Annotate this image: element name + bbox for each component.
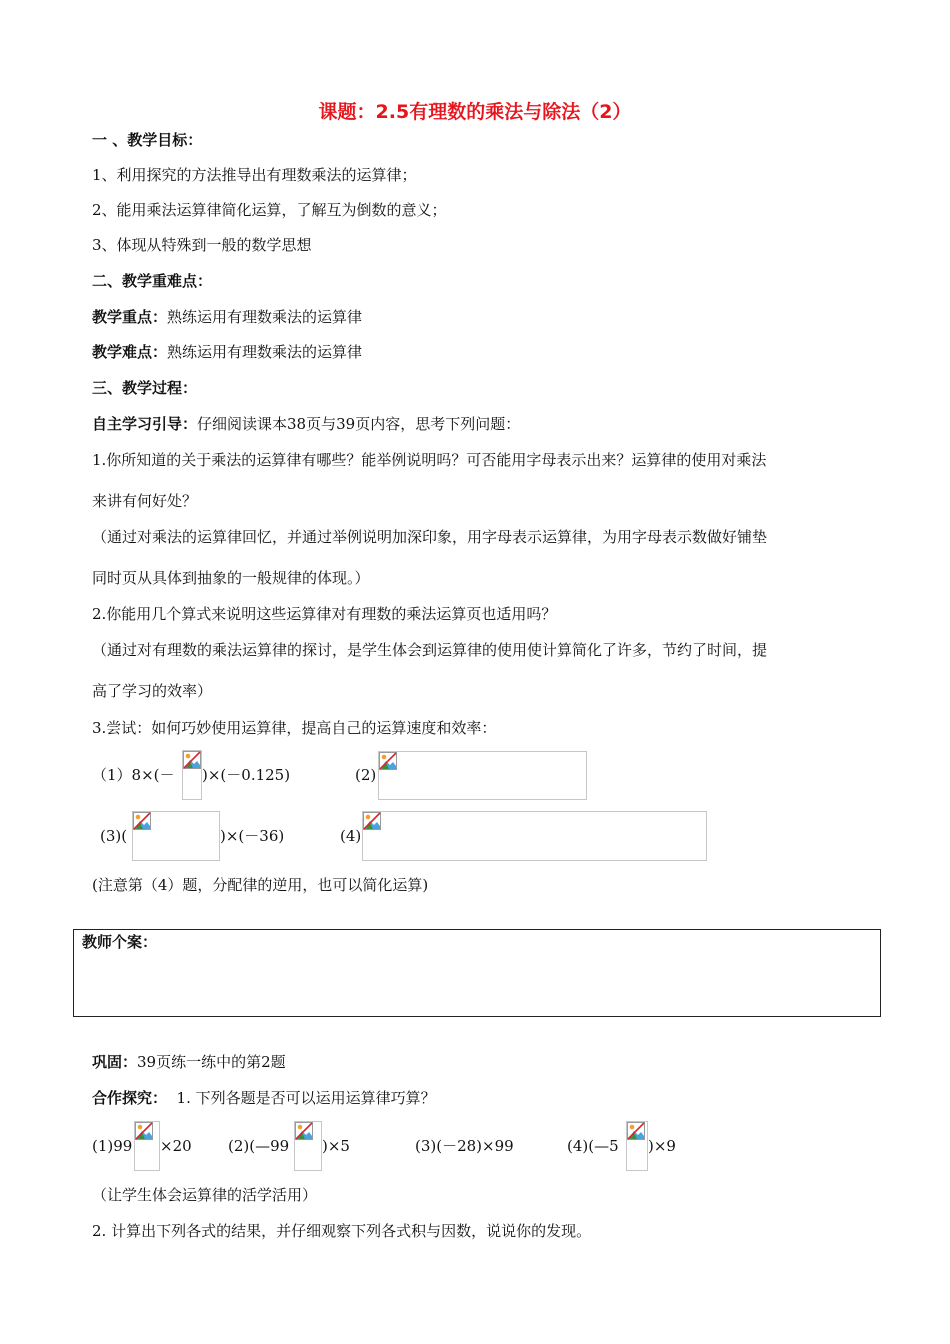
cooperate [92, 1088, 436, 1108]
question-1-line-1: 1.你所知道的关于乘法的运算律有哪些？能举例说明吗？可否能用字母表示出来？运算律的使用对乘法 [92, 451, 767, 469]
key-point-text: 熟练运用有理数乘法的运算律 [167, 308, 363, 326]
question-2: 2.你能用几个算式来说明这些运算律对有理数的乘法运算页也适用吗？ [92, 605, 557, 623]
question-1-note-line-2: 同时页从具体到抽象的一般规律的体现。） [92, 569, 370, 587]
formula-image [294, 1121, 322, 1171]
exercise-3-suffix: )×(－36) [220, 827, 285, 845]
difficulty-label: 教学难点： [92, 343, 168, 361]
cooperate-label: 合作探究： [92, 1089, 168, 1107]
objectives-heading: 一 、教学目标： [92, 131, 203, 149]
page-title: 课题：2.5有理数的乘法与除法（2） [318, 101, 632, 123]
self-study-text: 仔细阅读课本38页与39页内容，思考下列问题： [197, 415, 521, 433]
broken-image-icon [627, 1122, 645, 1140]
coop-exercise-2-prefix: (2)(—99 [228, 1137, 290, 1155]
key-point [92, 307, 362, 327]
consolidate-label: 巩固： [92, 1053, 138, 1071]
objective-item: 2、能用乘法运算律简化运算，了解互为倒数的意义； [92, 201, 447, 219]
question-2-note-line-2: 高了学习的效率） [92, 682, 213, 700]
question-3: 3.尝试：如何巧妙使用运算律，提高自己的运算速度和效率： [92, 719, 497, 737]
key-heading: 二、教学重难点： [92, 272, 213, 290]
cooperate-text: 1. 下列各题是否可以运用运算律巧算？ [167, 1089, 436, 1107]
formula-image [378, 751, 587, 800]
coop-exercise-1-suffix: ×20 [160, 1137, 192, 1155]
difficulty-point [92, 342, 362, 362]
self-study [92, 414, 520, 434]
consolidate-text: 39页练一练中的第2题 [137, 1053, 286, 1071]
formula-image [626, 1121, 648, 1171]
broken-image-icon [133, 812, 151, 830]
broken-image-icon [135, 1122, 153, 1140]
teacher-notes-label: 教师个案： [82, 933, 158, 951]
teacher-notes-box [73, 929, 881, 1017]
exercise-1-suffix: )×(－0.125) [202, 766, 291, 784]
formula-image [132, 811, 220, 861]
exercise-4-prefix: (4) [340, 827, 362, 845]
key-point-label: 教学重点： [92, 308, 168, 326]
difficulty-text: 熟练运用有理数乘法的运算律 [167, 343, 363, 361]
question-1-note-line-1: （通过对乘法的运算律回忆，并通过举例说明加深印象，用字母表示运算律，为用字母表示数做好铺垫 [92, 528, 768, 546]
coop-exercise-1-prefix: (1)99 [92, 1137, 133, 1155]
coop-exercise-2-suffix: )×5 [322, 1137, 350, 1155]
broken-image-icon [379, 752, 397, 770]
exercise-2-prefix: (2) [355, 766, 377, 784]
exercise-1-prefix: （1）8×(－ [92, 766, 175, 784]
coop-exercise-4-suffix: )×9 [648, 1137, 676, 1155]
cooperate-question-2: 2. 计算出下列各式的结果，并仔细观察下列各式积与因数，说说你的发现。 [92, 1222, 592, 1240]
broken-image-icon [295, 1122, 313, 1140]
cooperate-note: （让学生体会运算律的活学活用） [92, 1186, 318, 1204]
objective-item: 1、利用探究的方法推导出有理数乘法的运算律； [92, 166, 417, 184]
coop-exercise-4-prefix: (4)(—5 [567, 1137, 619, 1155]
formula-image [362, 811, 707, 861]
process-heading: 三、教学过程： [92, 379, 198, 397]
formula-image [182, 750, 202, 800]
question-2-note-line-1: （通过对有理数的乘法运算律的探讨，是学生体会到运算律的使用使计算简化了许多，节约了时间，提 [92, 641, 768, 659]
broken-image-icon [183, 751, 201, 769]
broken-image-icon [363, 812, 381, 830]
question-1-line-2: 来讲有何好处？ [92, 492, 198, 510]
consolidate [92, 1052, 286, 1072]
objective-item: 3、体现从特殊到一般的数学思想 [92, 236, 312, 254]
formula-image [134, 1121, 160, 1171]
exercise-3-prefix: (3)( [100, 827, 128, 845]
exercise-note: (注意第（4）题，分配律的逆用，也可以简化运算) [92, 876, 429, 894]
coop-exercise-3: (3)(－28)×99 [415, 1137, 514, 1155]
self-study-label: 自主学习引导： [92, 415, 198, 433]
